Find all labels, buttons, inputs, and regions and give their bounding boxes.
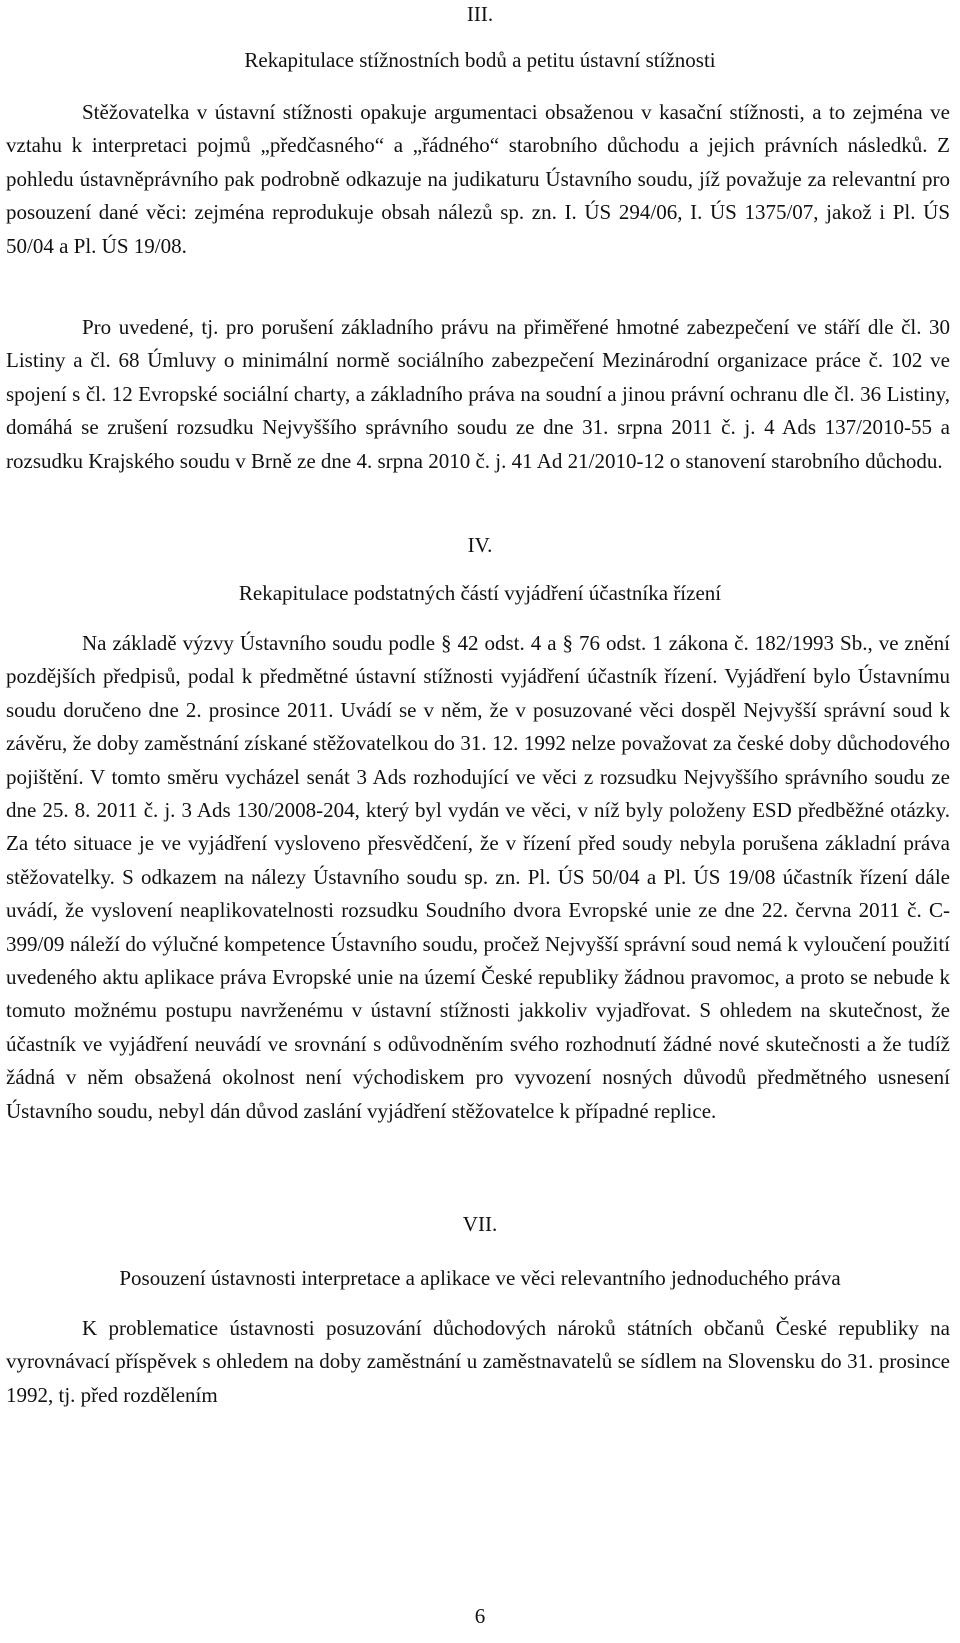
section-3-paragraph-1: Stěžovatelka v ústavní stížnosti opakuje argumentaci obsaženou v kasační stížnosti, a to zejména ve vztahu k interpretaci pojmů „předčasného“ a „řádného“ starobního důchodu a jejich právních následků. Z pohledu ústavněprávního pak podrobně odkazuje na judikaturu Ústavního soudu, jíž považuje za relevantní pro posouzení dané věci: zejména reprodukuje obsah nálezů sp. zn. I. ÚS 294/06, I. ÚS 1375/07, jakož i Pl. ÚS 50/04 a Pl. ÚS 19/08. bbox=[6, 100, 950, 258]
section-7-number: VII. bbox=[462, 1212, 498, 1236]
section-7-paragraph-1: K problematice ústavnosti posuzování důchodových nároků státních občanů České republiky na vyrovnávací příspěvek s ohledem na doby zaměstnání u zaměstnavatelů se sídlem na Slovensku do 31. prosince 1992, tj. před rozdělením bbox=[6, 1316, 950, 1407]
section-4-paragraph-1: Na základě výzvy Ústavního soudu podle § 42 odst. 4 a § 76 odst. 1 zákona č. 182/1993 Sb., ve znění pozdějších předpisů, podal k předmětné ústavní stížnosti vyjádření účastník řízení. Vyjádření bylo Ústavnímu soudu doručeno dne 2. prosince 2011. Uvádí se v něm, že v posuzované věci dospěl Nejvyšší správní soud k závěru, že doby zaměstnání získané stěžovatelkou do 31. 12. 1992 nelze považovat za české doby důchodového pojištění. V tomto směru vycházel senát 3 Ads rozhodující ve věci z rozsudku Nejvyššího správního soudu ze dne 25. 8. 2011 č. j. 3 Ads 130/2008-204, který byl vydán ve věci, v níž byly položeny ESD předběžné otázky. Za této situace je ve vyjádření vysloveno přesvědčení, že v řízení před soudy nebyla porušena základní práva stěžovatelky. S odkazem na nálezy Ústavního soudu sp. zn. Pl. ÚS 50/04 a Pl. ÚS 19/08 účastník řízení dále uvádí, že vyslovení neaplikovatelnosti rozsudku Soudního dvora Evropské unie ze dne 22. června 2011 č. C-399/09 náleží do výlučné kompetence Ústavního soudu, pročež Nejvyšší správní soud nemá k vyloučení použití uvedeného aktu aplikace práva Evropské unie na území České republiky žádnou pravomoc, a proto se nebude k tomuto možnému postupu navrženému v ústavní stížnosti jakkoliv vyjadřovat. S ohledem na skutečnost, že účastník ve vyjádření neuvádí ve srovnání s odůvodněním svého rozhodnutí žádné nové skutečnosti a že tudíž žádná v něm obsažená okolnost není východiskem pro vyvození nosných důvodů předmětného usnesení Ústavního soudu, nebyl dán důvod zaslání vyjádření stěžovatelce k případné replice. bbox=[6, 631, 950, 1123]
section-3-paragraph-2: Pro uvedené, tj. pro porušení základního právu na přiměřené hmotné zabezpečení ve stáří dle čl. 30 Listiny a čl. 68 Úmluvy o minimální normě sociálního zabezpečení Mezinárodní organizace práce č. 102 ve spojení s čl. 12 Evropské sociální charty, a základního práva na soudní a jinou právní ochranu dle čl. 36 Listiny, domáhá se zrušení rozsudku Nejvyššího správního soudu ze dne 31. srpna 2011 č. j. 4 Ads 137/2010-55 a rozsudku Krajského soudu v Brně ze dne 4. srpna 2010 č. j. 41 Ad 21/2010-12 o stanovení starobního důchodu. bbox=[6, 315, 950, 473]
section-7-title: Posouzení ústavnosti interpretace a aplikace ve věci relevantního jednoduchého práva bbox=[119, 1266, 841, 1290]
section-4-title: Rekapitulace podstatných částí vyjádření účastníka řízení bbox=[238, 581, 722, 605]
section-3-number: III. bbox=[466, 2, 494, 26]
page-number: 6 bbox=[474, 1604, 486, 1628]
section-3-title: Rekapitulace stížnostních bodů a petitu ústavní stížnosti bbox=[244, 48, 716, 72]
section-4-number: IV. bbox=[467, 533, 493, 557]
